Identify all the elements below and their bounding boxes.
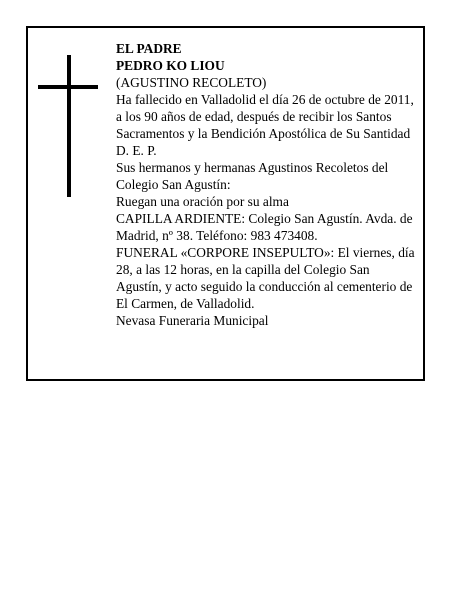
notice-heading-title: EL PADRE [116, 41, 182, 56]
notice-line: Sacramentos y la Bendición Apostólica de Su Santidad [116, 126, 411, 141]
notice-line: Nevasa Funeraria Municipal [116, 313, 269, 328]
notice-line: Madrid, nº 38. Teléfono: 983 473408. [116, 228, 318, 243]
notice-line: CAPILLA ARDIENTE: Colegio San Agustín. Avda. de [116, 211, 413, 226]
notice-subheading: (AGUSTINO RECOLETO) [116, 75, 267, 90]
notice-line: Sus hermanos y hermanas Agustinos Recoletos del [116, 160, 389, 175]
notice-line: Ha fallecido en Valladolid el día 26 de octubre de 2011, [116, 92, 414, 107]
notice-line: D. E. P. [116, 143, 157, 158]
notice-line: Colegio San Agustín: [116, 177, 231, 192]
notice-line: a los 90 años de edad, después de recibir los Santos [116, 109, 392, 124]
cross-vertical-bar [67, 55, 71, 197]
notice-line: 28, a las 12 horas, en la capilla del Colegio San [116, 262, 370, 277]
notice-line: Ruegan una oración por su alma [116, 194, 289, 209]
cross-horizontal-bar [38, 85, 98, 89]
notice-line: Agustín, y acto seguido la conducción al cementerio de [116, 279, 413, 294]
notice-text [116, 40, 426, 329]
notice-line: El Carmen, de Valladolid. [116, 296, 255, 311]
notice-line: FUNERAL «CORPORE INSEPULTO»: El viernes, día [116, 245, 415, 260]
notice-heading-name: PEDRO KO LIOU [116, 58, 225, 73]
obituary-notice [26, 26, 425, 381]
